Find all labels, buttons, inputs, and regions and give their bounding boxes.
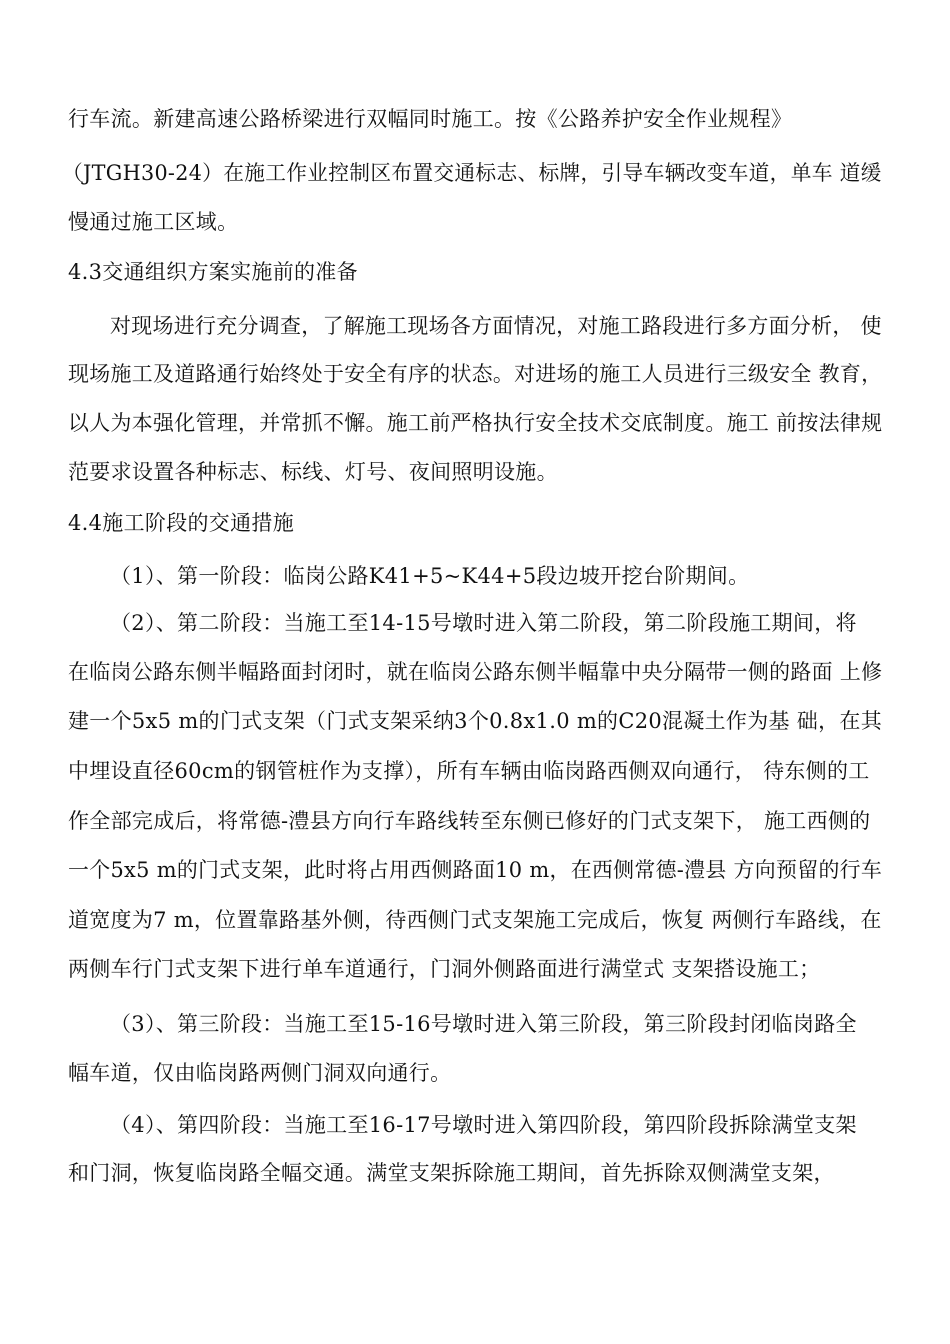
para-4-3-line-4: 范要求设置各种标志、标线、灯号、夜间照明设施。 bbox=[68, 460, 558, 484]
stage-2-line-8: 两侧车行门式支架下进行单车道通行，门洞外侧路面进行满堂式 支架搭设施工； bbox=[68, 957, 821, 981]
stage-2-line-2: 在临岗公路东侧半幅路面封闭时，就在临岗公路东侧半幅靠中央分隔带一侧的路面 上修 bbox=[68, 660, 883, 684]
stage-4-line-2: 和门洞，恢复临岗路全幅交通。满堂支架拆除施工期间，首先拆除双侧满堂支架， bbox=[68, 1161, 835, 1185]
para-4-3-line-1: 对现场进行充分调查，了解施工现场各方面情况，对施工路段进行多方面分析， 使 bbox=[110, 314, 882, 338]
stage-2-line-3: 建一个5x5 m的门式支架（门式支架采纳3个0.8x1.0 m的C20混凝土作为基 础，在其 bbox=[68, 709, 883, 733]
para-4-3-line-2: 现场施工及道路通行始终处于安全有序的状态。对进场的施工人员进行三级安全 教育， bbox=[68, 362, 883, 386]
stage-2-line-5: 作全部完成后，将常德-澧县方向行车路线转至东侧已修好的门式支架下， 施工西侧的 bbox=[68, 809, 871, 833]
intro-line-2: （JTGH30-24）在施工作业控制区布置交通标志、标牌，引导车辆改变车道，单车 道缓 bbox=[62, 161, 882, 185]
intro-line-1: 行车流。新建高速公路桥梁进行双幅同时施工。按《公路养护安全作业规程》 bbox=[68, 107, 793, 131]
stage-2-line-4: 中埋设直径60cm的钢管桩作为支撑），所有车辆由临岗路西侧双向通行， 待东侧的工 bbox=[68, 759, 870, 783]
section-heading-4-3: 4.3交通组织方案实施前的准备 bbox=[68, 260, 358, 284]
intro-line-3: 慢通过施工区域。 bbox=[68, 210, 239, 234]
stage-3-line-1: （3）、第三阶段：当施工至15-16号墩时进入第三阶段，第三阶段封闭临岗路全 bbox=[110, 1012, 857, 1036]
stage-2-line-7: 道宽度为7 m，位置靠路基外侧，待西侧门式支架施工完成后，恢复 两侧行车路线，在 bbox=[68, 908, 882, 932]
stage-2-line-1: （2）、第二阶段：当施工至14-15号墩时进入第二阶段，第二阶段施工期间，将 bbox=[110, 611, 857, 635]
stage-4-line-1: （4）、第四阶段：当施工至16-17号墩时进入第四阶段，第四阶段拆除满堂支架 bbox=[110, 1113, 857, 1137]
stage-2-line-6: 一个5x5 m的门式支架，此时将占用西侧路面10 m，在西侧常德-澧县 方向预留的行车 bbox=[68, 858, 883, 882]
para-4-3-line-3: 以人为本强化管理，并常抓不懈。施工前严格执行安全技术交底制度。施工 前按法律规 bbox=[68, 411, 883, 435]
stage-3-line-2: 幅车道，仅由临岗路两侧门洞双向通行。 bbox=[68, 1061, 452, 1085]
stage-1-line-1: （1）、第一阶段：临岗公路K41+5~K44+5段边坡开挖台阶期间。 bbox=[110, 564, 750, 588]
section-heading-4-4: 4.4施工阶段的交通措施 bbox=[68, 511, 294, 535]
